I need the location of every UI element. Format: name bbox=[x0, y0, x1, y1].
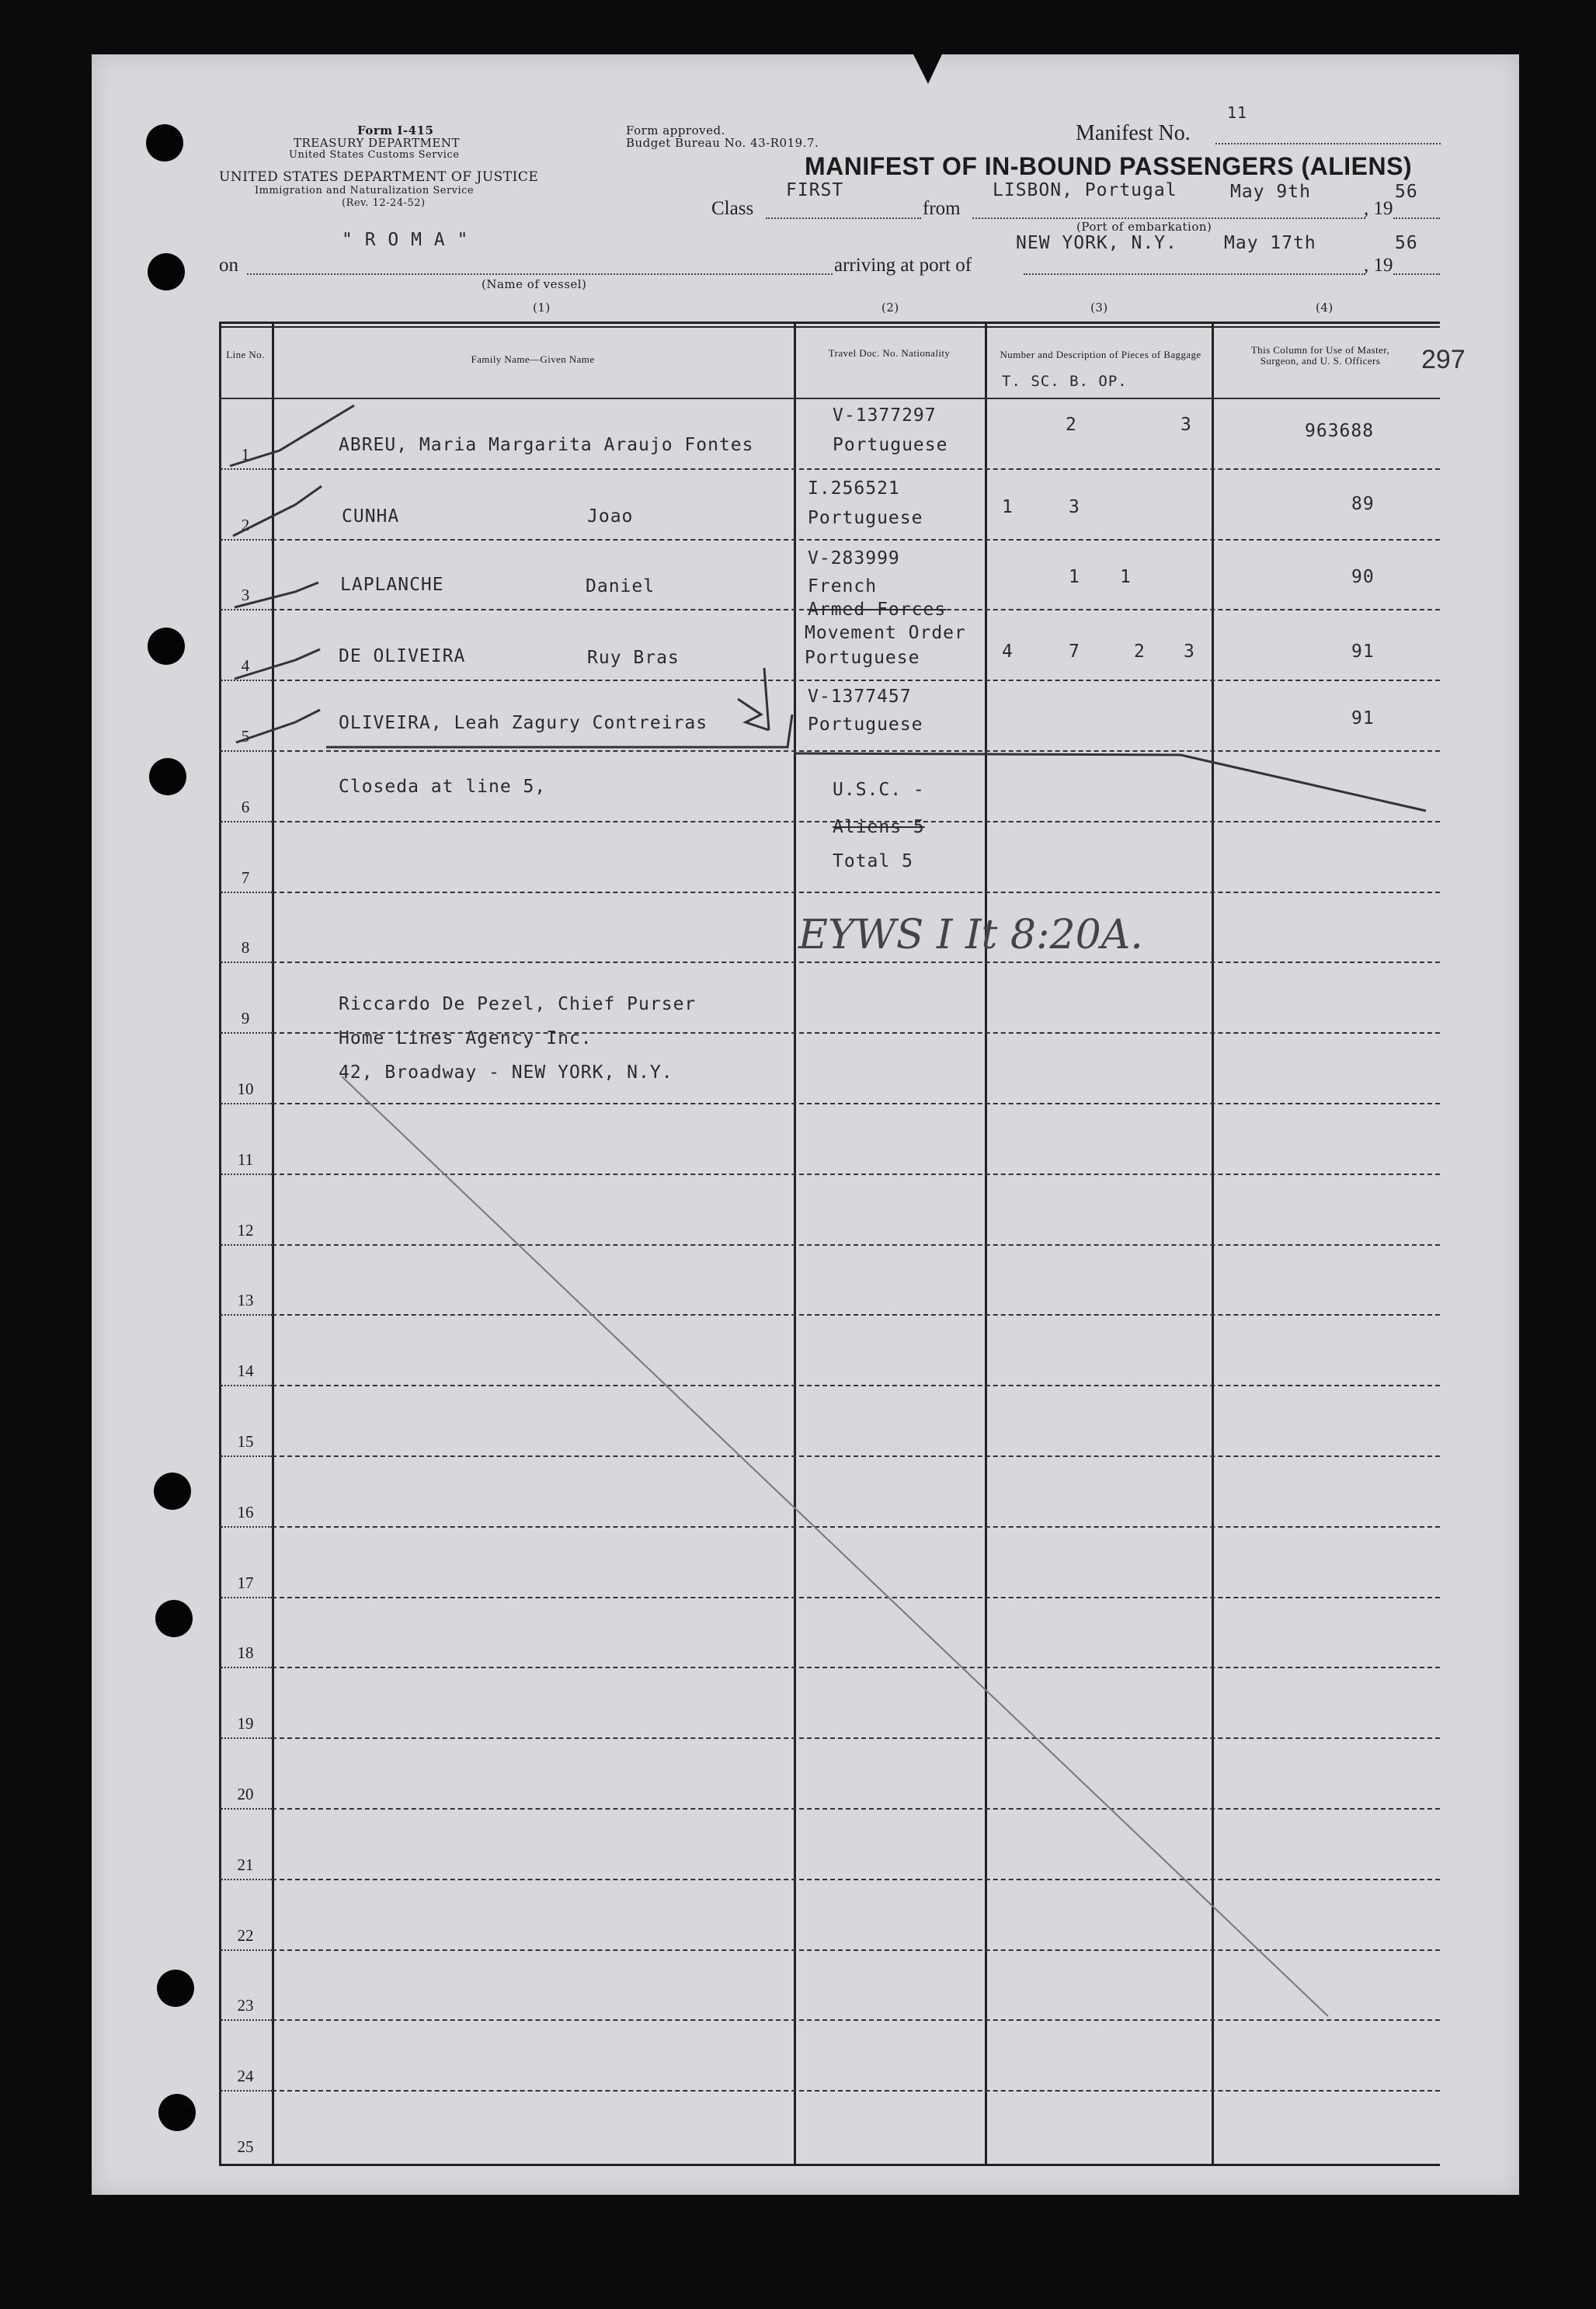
agency-address: 42, Broadway - NEW YORK, N.Y. bbox=[339, 1062, 673, 1083]
baggage-b: 2 bbox=[1134, 642, 1146, 662]
budget-bureau: Budget Bureau No. 43-R019.7. bbox=[626, 136, 819, 150]
row-line bbox=[272, 1808, 1440, 1810]
passenger-doc: V-1377457 bbox=[808, 687, 912, 707]
row-line-stub bbox=[219, 609, 272, 610]
line-number: 12 bbox=[237, 1220, 254, 1240]
line-number: 25 bbox=[237, 2137, 254, 2156]
header-line-no: Line No. bbox=[226, 349, 265, 360]
line-number: 22 bbox=[237, 1925, 254, 1945]
passenger-nationality: Portuguese bbox=[808, 715, 923, 735]
row-line bbox=[272, 539, 1440, 541]
row-line bbox=[272, 1385, 1440, 1386]
form-number: Form I-415 bbox=[357, 123, 434, 137]
binder-hole bbox=[155, 1600, 193, 1637]
row-line-stub bbox=[219, 1597, 272, 1598]
line-number: 16 bbox=[237, 1502, 254, 1521]
passenger-given: Joao bbox=[587, 506, 634, 527]
class-value: FIRST bbox=[786, 180, 844, 200]
baggage-sc: 2 bbox=[1066, 415, 1077, 435]
table-bottom-border bbox=[219, 2164, 1440, 2166]
row-line-stub bbox=[219, 892, 272, 893]
from-date: May 9th bbox=[1230, 182, 1311, 202]
line-number: 9 bbox=[241, 1009, 250, 1028]
table-top-border-2 bbox=[219, 326, 1440, 328]
row-line-stub bbox=[219, 539, 272, 541]
passenger-given: Daniel bbox=[586, 576, 655, 596]
row-line bbox=[272, 1244, 1440, 1246]
line-number: 2 bbox=[241, 515, 250, 534]
row-line bbox=[272, 892, 1440, 893]
row-line-stub bbox=[219, 1879, 272, 1880]
col-num-4: (4) bbox=[1316, 301, 1333, 315]
col-divider-baggage bbox=[985, 322, 987, 2164]
customs-service: United States Customs Service bbox=[289, 149, 460, 161]
line-number: 15 bbox=[237, 1432, 254, 1451]
ins-service: Immigration and Naturalization Service bbox=[255, 185, 475, 196]
vessel-label: (Name of vessel) bbox=[482, 277, 587, 291]
passenger-nationality: French bbox=[808, 576, 878, 596]
class-label: Class bbox=[711, 198, 754, 219]
line-number: 18 bbox=[237, 1643, 254, 1663]
line-number: 24 bbox=[237, 2067, 254, 2086]
header-doc: Travel Doc. No. Nationality bbox=[828, 347, 951, 359]
passenger-doc: V-283999 bbox=[808, 548, 900, 569]
header-name: Family Name—Given Name bbox=[471, 353, 595, 365]
passenger-doc: V-1377297 bbox=[833, 405, 937, 426]
row-line bbox=[272, 2019, 1440, 2021]
row-line bbox=[272, 962, 1440, 963]
on-label: on bbox=[219, 255, 238, 276]
line-number: 14 bbox=[237, 1361, 254, 1381]
treasury-dept: TREASURY DEPARTMENT bbox=[294, 136, 460, 150]
row-line-stub bbox=[219, 2090, 272, 2092]
line-number: 8 bbox=[241, 938, 250, 958]
passenger-name: CUNHA bbox=[342, 506, 400, 527]
line-number: 19 bbox=[237, 1714, 254, 1733]
line-number: 1 bbox=[241, 444, 250, 464]
officer-note: 91 bbox=[1351, 642, 1375, 662]
officer-note: 89 bbox=[1351, 494, 1375, 514]
arrival-year-line bbox=[1393, 273, 1440, 275]
row-line bbox=[272, 1314, 1440, 1316]
row-line bbox=[272, 1949, 1440, 1951]
arrival-line bbox=[1024, 273, 1365, 275]
officer-note: 91 bbox=[1351, 708, 1375, 729]
line-number: 23 bbox=[237, 1996, 254, 2015]
passenger-doc: I.256521 bbox=[808, 478, 900, 499]
col-divider-name bbox=[272, 322, 274, 2164]
agency-name: Home Lines Agency Inc. bbox=[339, 1028, 593, 1048]
header-baggage-sub: T. SC. B. OP. bbox=[1002, 373, 1128, 390]
table-top-border bbox=[219, 322, 1440, 324]
manifest-no-line bbox=[1215, 143, 1441, 144]
col-divider-officers bbox=[1212, 322, 1214, 2164]
row-line-stub bbox=[219, 1174, 272, 1175]
passenger-nationality: Portuguese bbox=[833, 435, 948, 455]
row-line-stub bbox=[219, 680, 272, 681]
stamp-number: 297 bbox=[1421, 345, 1466, 374]
aliens-count: Aliens 5 bbox=[833, 817, 925, 837]
col-num-3: (3) bbox=[1090, 301, 1108, 315]
manifest-no-label: Manifest No. bbox=[1076, 121, 1191, 145]
binder-hole bbox=[146, 124, 183, 162]
passenger-name: DE OLIVEIRA bbox=[339, 646, 466, 666]
header-row-border bbox=[219, 398, 1440, 399]
row-line-stub bbox=[219, 468, 272, 470]
class-line bbox=[766, 217, 921, 219]
row-line-stub bbox=[219, 1737, 272, 1739]
port-embark-label: (Port of embarkation) bbox=[1076, 220, 1212, 234]
officer-note: 90 bbox=[1351, 567, 1375, 587]
binder-hole bbox=[158, 2094, 196, 2131]
passenger-given: Ruy Bras bbox=[587, 648, 680, 668]
row-line-stub bbox=[219, 750, 272, 752]
row-line-stub bbox=[219, 821, 272, 822]
vessel-line bbox=[247, 273, 833, 275]
from-value: LISBON, Portugal bbox=[993, 180, 1177, 200]
arrival-date: May 17th bbox=[1224, 233, 1316, 253]
line-number: 11 bbox=[237, 1149, 254, 1169]
row-line-stub bbox=[219, 1808, 272, 1810]
handwritten-inspection: EYWS I It 8:20A. bbox=[798, 912, 1143, 958]
binder-hole bbox=[149, 758, 186, 795]
binder-hole bbox=[154, 1473, 191, 1510]
rev-date: (Rev. 12-24-52) bbox=[342, 197, 426, 209]
from-label: from bbox=[923, 198, 961, 219]
purser-signature: Riccardo De Pezel, Chief Purser bbox=[339, 994, 697, 1014]
from-line bbox=[972, 217, 1365, 219]
col-divider-doc bbox=[794, 322, 796, 2164]
arrival-port: NEW YORK, N.Y. bbox=[1016, 233, 1177, 253]
row-line-stub bbox=[219, 2019, 272, 2021]
passenger-name: ABREU, Maria Margarita Araujo Fontes bbox=[339, 435, 754, 455]
row-line-stub bbox=[219, 1103, 272, 1104]
officer-note: 963688 bbox=[1305, 421, 1375, 441]
baggage-sc: 3 bbox=[1069, 497, 1080, 517]
line-number: 3 bbox=[241, 586, 250, 605]
baggage-op: 3 bbox=[1184, 642, 1195, 662]
col-num-2: (2) bbox=[881, 301, 899, 315]
row-line bbox=[272, 1667, 1440, 1668]
closed-at-line: Closeda at line 5, bbox=[339, 777, 547, 797]
row-line-stub bbox=[219, 1526, 272, 1528]
baggage-t: 1 bbox=[1002, 497, 1014, 517]
line-number: 7 bbox=[241, 868, 250, 887]
row-line-stub bbox=[219, 1032, 272, 1034]
binder-hole bbox=[148, 628, 185, 665]
row-line bbox=[272, 750, 1440, 752]
col-divider-line bbox=[219, 322, 221, 2164]
manifest-page bbox=[92, 54, 1519, 2195]
line-number: 20 bbox=[237, 1785, 254, 1803]
row-line-stub bbox=[219, 1385, 272, 1386]
passenger-doc: Movement Order bbox=[805, 623, 966, 643]
line-number: 10 bbox=[237, 1080, 254, 1098]
row-line-stub bbox=[219, 1455, 272, 1457]
line-number: 21 bbox=[237, 1855, 254, 1874]
row-line bbox=[272, 1879, 1440, 1880]
binder-hole bbox=[157, 1970, 194, 2007]
row-line-stub bbox=[219, 1244, 272, 1246]
vessel-name: " R O M A " bbox=[342, 230, 469, 250]
col-num-1: (1) bbox=[533, 301, 551, 315]
row-line bbox=[272, 1103, 1440, 1104]
binder-hole bbox=[148, 253, 185, 290]
total-count: Total 5 bbox=[833, 851, 913, 871]
row-line-stub bbox=[219, 962, 272, 963]
arrival-year: 56 bbox=[1395, 233, 1418, 253]
from-year: 56 bbox=[1395, 182, 1418, 202]
line-number: 4 bbox=[241, 656, 250, 676]
baggage-op: 3 bbox=[1180, 415, 1192, 435]
row-line-stub bbox=[219, 1667, 272, 1668]
form-approved: Form approved. bbox=[626, 123, 725, 137]
passenger-nationality: Portuguese bbox=[805, 648, 920, 668]
arrival-year-prefix: , 19 bbox=[1364, 255, 1393, 276]
line-number: 17 bbox=[237, 1573, 254, 1592]
line-number: 6 bbox=[241, 797, 250, 816]
row-line bbox=[272, 468, 1440, 470]
manifest-title: MANIFEST OF IN-BOUND PASSENGERS (ALIENS) bbox=[805, 152, 1413, 180]
row-line bbox=[272, 1597, 1440, 1598]
passenger-doc-note: Armed Forces bbox=[808, 600, 947, 620]
row-line bbox=[272, 1174, 1440, 1175]
from-year-prefix: , 19 bbox=[1364, 198, 1393, 219]
line-number: 5 bbox=[241, 727, 250, 746]
baggage-sc: 1 bbox=[1069, 567, 1080, 587]
row-line bbox=[272, 680, 1440, 681]
usc-count: U.S.C. - bbox=[833, 780, 925, 800]
justice-dept: UNITED STATES DEPARTMENT OF JUSTICE bbox=[219, 169, 539, 185]
row-line bbox=[272, 2090, 1440, 2092]
baggage-b: 1 bbox=[1120, 567, 1132, 587]
from-year-line bbox=[1393, 217, 1440, 219]
row-line bbox=[272, 1737, 1440, 1739]
passenger-name: OLIVEIRA, Leah Zagury Contreiras bbox=[339, 713, 708, 733]
header-officers: This Column for Use of Master, Surgeon, and U. S. Officers bbox=[1250, 344, 1390, 367]
row-line-stub bbox=[219, 1949, 272, 1951]
line-number: 13 bbox=[237, 1291, 254, 1310]
arriving-label: arriving at port of bbox=[834, 255, 972, 276]
passenger-name: LAPLANCHE bbox=[340, 575, 444, 595]
baggage-t: 4 bbox=[1002, 642, 1014, 662]
passenger-nationality: Portuguese bbox=[808, 508, 923, 528]
manifest-no-value: 11 bbox=[1227, 103, 1248, 122]
row-line bbox=[272, 1526, 1440, 1528]
baggage-sc: 7 bbox=[1069, 642, 1080, 662]
row-line bbox=[272, 1455, 1440, 1457]
header-baggage: Number and Description of Pieces of Baggage bbox=[1000, 349, 1201, 360]
row-line-stub bbox=[219, 1314, 272, 1316]
